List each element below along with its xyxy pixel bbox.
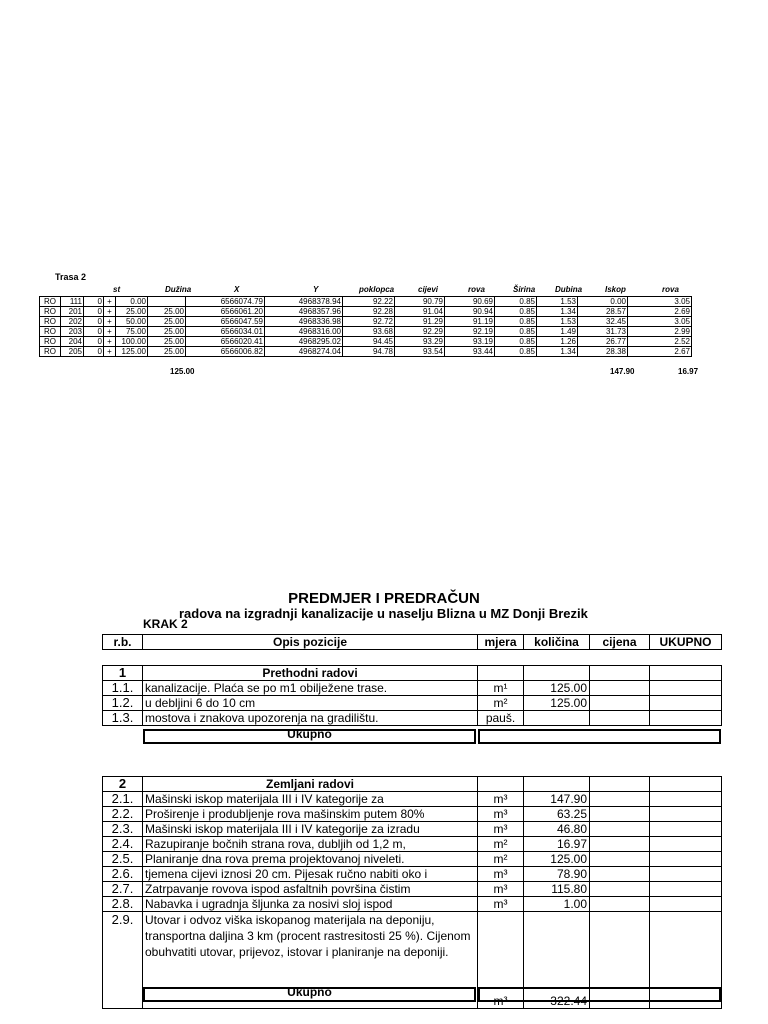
item-description: Zatrpavanje rovova ispod asfaltnih površina čistim xyxy=(143,882,478,897)
trasa-cell: 0.00 xyxy=(116,297,148,307)
trasa-cell: 4968295.02 xyxy=(265,337,343,347)
total-rova: 16.97 xyxy=(678,367,699,376)
item-quantity: 63.25 xyxy=(524,807,590,822)
item-unit: m² xyxy=(478,852,524,867)
item-description: mostova i znakova upozorenja na gradilištu. xyxy=(143,711,478,726)
trasa-cell: 4968316.00 xyxy=(265,327,343,337)
section-2-total-label: Ukupno xyxy=(287,985,332,999)
trasa-cell: + xyxy=(104,327,116,337)
item-quantity: 115.80 xyxy=(524,882,590,897)
trasa-cell: 1.53 xyxy=(537,317,578,327)
item-description: Mašinski iskop materijala III i IV kategorije za xyxy=(143,792,478,807)
trasa-title: Trasa 2 xyxy=(55,272,87,282)
item-row xyxy=(103,792,722,807)
item-quantity: 322.44 xyxy=(524,912,590,1009)
trasa-cell: + xyxy=(104,347,116,357)
header-x: X xyxy=(234,285,240,294)
trasa-row xyxy=(40,347,692,357)
item-quantity xyxy=(524,711,590,726)
item-rb: 1.2. xyxy=(103,696,143,711)
trasa-cell: 91.04 xyxy=(395,307,445,317)
trasa-cell: 94.78 xyxy=(343,347,395,357)
item-unit: m³ xyxy=(478,822,524,837)
trasa-cell: 4968274.04 xyxy=(265,347,343,357)
item-rb: 2.7. xyxy=(103,882,143,897)
item-description: Nabavka i ugradnja šljunka za nosivi sloj ispod xyxy=(143,897,478,912)
item-total xyxy=(650,822,722,837)
trasa-cell: RO xyxy=(40,297,61,307)
item-description: Mašinski iskop materijala III i IV kategorije za izradu xyxy=(143,822,478,837)
trasa-cell: 25.00 xyxy=(148,347,186,357)
trasa-cell: 32.45 xyxy=(578,317,628,327)
item-total xyxy=(650,696,722,711)
item-rb: 2.4. xyxy=(103,837,143,852)
trasa-cell: 31.73 xyxy=(578,327,628,337)
col-ukupno: UKUPNO xyxy=(650,635,722,650)
item-price xyxy=(590,711,650,726)
trasa-cell: 94.45 xyxy=(343,337,395,347)
trasa-cell: 93.44 xyxy=(445,347,495,357)
item-rb: 1.3. xyxy=(103,711,143,726)
trasa-cell: 25.00 xyxy=(116,307,148,317)
trasa-cell: 0.85 xyxy=(495,327,537,337)
trasa-cell: 28.57 xyxy=(578,307,628,317)
item-unit: m² xyxy=(478,696,524,711)
header-dubina: Dubina xyxy=(555,285,583,294)
item-unit: pauš. xyxy=(478,711,524,726)
item-price xyxy=(590,696,650,711)
col-rb: r.b. xyxy=(103,635,143,650)
section-2-number: 2 xyxy=(103,777,143,792)
item-total xyxy=(650,711,722,726)
trasa-cell: 90.69 xyxy=(445,297,495,307)
trasa-cell: 90.94 xyxy=(445,307,495,317)
trasa-cell: 26.77 xyxy=(578,337,628,347)
item-total xyxy=(650,867,722,882)
predmjer-header xyxy=(102,634,722,650)
col-kolicina: količina xyxy=(524,635,590,650)
trasa-cell: 25.00 xyxy=(148,327,186,337)
item-price xyxy=(590,837,650,852)
item-total xyxy=(650,681,722,696)
trasa-cell: 2.69 xyxy=(628,307,692,317)
item-unit: m³ xyxy=(478,807,524,822)
item-row xyxy=(103,681,722,696)
trasa-row xyxy=(40,337,692,347)
trasa-cell: 3.05 xyxy=(628,317,692,327)
trasa-cell: 92.29 xyxy=(395,327,445,337)
trasa-cell: 28.38 xyxy=(578,347,628,357)
item-unit: m³ xyxy=(478,912,524,1009)
item-price xyxy=(590,882,650,897)
item-description: Planiranje dna rova prema projektovanoj niveleti. xyxy=(143,852,478,867)
trasa-cell: 201 xyxy=(61,307,84,317)
trasa-cell: 0.85 xyxy=(495,307,537,317)
section-2-title: Zemljani radovi xyxy=(143,777,478,792)
item-quantity: 78.90 xyxy=(524,867,590,882)
trasa-cell: 6566074.79 xyxy=(186,297,265,307)
item-price xyxy=(590,807,650,822)
trasa-cell: 25.00 xyxy=(148,337,186,347)
trasa-cell: 202 xyxy=(61,317,84,327)
item-description: kanalizacije. Plaća se po m1 obilježene trase. xyxy=(143,681,478,696)
trasa-cell: + xyxy=(104,337,116,347)
header-cijevi: cijevi xyxy=(418,285,439,294)
trasa-cell: 2.52 xyxy=(628,337,692,347)
item-description: tjemena cijevi iznosi 20 cm. Pijesak ručno nabiti oko i xyxy=(143,867,478,882)
item-price xyxy=(590,681,650,696)
total-duzina: 125.00 xyxy=(170,367,195,376)
trasa-cell: 91.19 xyxy=(445,317,495,327)
section-1-total-value-box xyxy=(478,729,721,744)
trasa-cell: + xyxy=(104,297,116,307)
item-quantity: 147.90 xyxy=(524,792,590,807)
trasa-cell: 0 xyxy=(84,307,104,317)
item-total xyxy=(650,852,722,867)
trasa-cell: 4968336.98 xyxy=(265,317,343,327)
trasa-cell: 93.68 xyxy=(343,327,395,337)
section-2-table xyxy=(102,776,722,1009)
trasa-cell: 75.00 xyxy=(116,327,148,337)
item-total xyxy=(650,882,722,897)
trasa-cell: 0 xyxy=(84,317,104,327)
trasa-cell xyxy=(148,297,186,307)
item-total xyxy=(650,897,722,912)
trasa-row xyxy=(40,297,692,307)
trasa-cell: 0.85 xyxy=(495,347,537,357)
trasa-cell: 1.53 xyxy=(537,297,578,307)
document-subtitle: radova na izgradnji kanalizacije u naselju Blizna u MZ Donji Brezik xyxy=(179,606,588,621)
item-unit: m¹ xyxy=(478,681,524,696)
header-poklopca: poklopca xyxy=(359,285,395,294)
item-rb: 2.6. xyxy=(103,867,143,882)
item-total xyxy=(650,792,722,807)
trasa-cell: 204 xyxy=(61,337,84,347)
trasa-cell: 2.99 xyxy=(628,327,692,337)
trasa-cell: 0 xyxy=(84,347,104,357)
trasa-cell: 93.19 xyxy=(445,337,495,347)
item-total xyxy=(650,807,722,822)
trasa-cell: 2.67 xyxy=(628,347,692,357)
trasa-cell: 92.19 xyxy=(445,327,495,337)
trasa-cell: RO xyxy=(40,307,61,317)
col-mjera: mjera xyxy=(478,635,524,650)
item-row xyxy=(103,882,722,897)
header-duzina: Dužina xyxy=(165,285,192,294)
header-y: Y xyxy=(313,285,319,294)
trasa-cell: 0.85 xyxy=(495,317,537,327)
trasa-cell: 1.49 xyxy=(537,327,578,337)
item-row xyxy=(103,867,722,882)
trasa-cell: 0.85 xyxy=(495,337,537,347)
item-description: Razupiranje bočnih strana rova, dubljih od 1,2 m, xyxy=(143,837,478,852)
item-row xyxy=(103,711,722,726)
trasa-cell: 6566006.82 xyxy=(186,347,265,357)
trasa-cell: 25.00 xyxy=(148,317,186,327)
total-iskop: 147.90 xyxy=(610,367,635,376)
item-quantity: 125.00 xyxy=(524,852,590,867)
trasa-cell: 0 xyxy=(84,327,104,337)
trasa-cell: 0 xyxy=(84,297,104,307)
trasa-cell: 6566034.01 xyxy=(186,327,265,337)
trasa-cell: 1.34 xyxy=(537,307,578,317)
section-1-number: 1 xyxy=(103,666,143,681)
item-price xyxy=(590,852,650,867)
krak-label: KRAK 2 xyxy=(143,617,188,631)
trasa-cell: 4968378.94 xyxy=(265,297,343,307)
trasa-cell: 1.34 xyxy=(537,347,578,357)
item-rb: 2.5. xyxy=(103,852,143,867)
item-description: Proširenje i produbljenje rova mašinskim putem 80% xyxy=(143,807,478,822)
trasa-cell: 3.05 xyxy=(628,297,692,307)
item-rb: 1.1. xyxy=(103,681,143,696)
item-quantity: 125.00 xyxy=(524,696,590,711)
section-2-total-value-box xyxy=(478,987,721,1002)
trasa-cell: 0.85 xyxy=(495,297,537,307)
item-row xyxy=(103,837,722,852)
item-description: u debljini 6 do 10 cm xyxy=(143,696,478,711)
trasa-cell: 25.00 xyxy=(148,307,186,317)
item-row xyxy=(103,807,722,822)
header-st: st xyxy=(113,285,121,294)
section-1-table xyxy=(102,665,722,726)
item-price xyxy=(590,792,650,807)
item-rb: 2.2. xyxy=(103,807,143,822)
item-rb: 2.3. xyxy=(103,822,143,837)
trasa-cell: 111 xyxy=(61,297,84,307)
trasa-cell: 91.29 xyxy=(395,317,445,327)
trasa-row xyxy=(40,327,692,337)
trasa-table xyxy=(39,296,692,357)
trasa-row xyxy=(40,307,692,317)
item-quantity: 46.80 xyxy=(524,822,590,837)
item-rb: 2.8. xyxy=(103,897,143,912)
item-rb: 2.9. xyxy=(103,912,143,1009)
trasa-cell: + xyxy=(104,307,116,317)
item-row xyxy=(103,852,722,867)
trasa-cell: 92.72 xyxy=(343,317,395,327)
trasa-cell: + xyxy=(104,317,116,327)
item-row xyxy=(103,696,722,711)
trasa-cell: 50.00 xyxy=(116,317,148,327)
header-rova-2: rova xyxy=(662,285,679,294)
trasa-cell: 6566020.41 xyxy=(186,337,265,347)
trasa-cell: 93.29 xyxy=(395,337,445,347)
col-cijena: cijena xyxy=(590,635,650,650)
trasa-cell: RO xyxy=(40,327,61,337)
trasa-cell: 92.28 xyxy=(343,307,395,317)
item-unit: m³ xyxy=(478,897,524,912)
item-unit: m³ xyxy=(478,882,524,897)
trasa-cell: 0 xyxy=(84,337,104,347)
header-rova: rova xyxy=(468,285,485,294)
trasa-cell: 93.54 xyxy=(395,347,445,357)
trasa-cell: 205 xyxy=(61,347,84,357)
trasa-cell: 6566061.20 xyxy=(186,307,265,317)
item-row xyxy=(103,897,722,912)
trasa-cell: RO xyxy=(40,347,61,357)
trasa-cell: 125.00 xyxy=(116,347,148,357)
header-iskop: Iskop xyxy=(605,285,626,294)
item-unit: m² xyxy=(478,837,524,852)
section-1-title: Prethodni radovi xyxy=(143,666,478,681)
trasa-cell: 0.00 xyxy=(578,297,628,307)
trasa-cell: RO xyxy=(40,337,61,347)
trasa-cell: 4968357.96 xyxy=(265,307,343,317)
item-price xyxy=(590,897,650,912)
item-rb: 2.1. xyxy=(103,792,143,807)
trasa-cell: 90.79 xyxy=(395,297,445,307)
section-1-total-label: Ukupno xyxy=(287,727,332,741)
item-quantity: 1.00 xyxy=(524,897,590,912)
item-unit: m³ xyxy=(478,867,524,882)
trasa-cell: 1.26 xyxy=(537,337,578,347)
item-description: Utovar i odvoz viška iskopanog materijala na deponiju, transportna daljina 3 km (procent rastresitosti 25 %). Cijenom obuhvatiti utovar, prijevoz, istovar i planiranje na deponiji. xyxy=(143,912,478,1009)
trasa-cell: 92.22 xyxy=(343,297,395,307)
trasa-cell: 100.00 xyxy=(116,337,148,347)
item-quantity: 16.97 xyxy=(524,837,590,852)
header-sirina: Širina xyxy=(513,285,536,294)
col-opis: Opis pozicije xyxy=(143,635,478,650)
item-price xyxy=(590,867,650,882)
trasa-cell: RO xyxy=(40,317,61,327)
item-price xyxy=(590,822,650,837)
trasa-cell: 203 xyxy=(61,327,84,337)
item-total xyxy=(650,837,722,852)
item-quantity: 125.00 xyxy=(524,681,590,696)
item-unit: m³ xyxy=(478,792,524,807)
document-title: PREDMJER I PREDRAČUN xyxy=(288,590,480,607)
trasa-cell: 6566047.59 xyxy=(186,317,265,327)
trasa-row xyxy=(40,317,692,327)
item-row xyxy=(103,822,722,837)
